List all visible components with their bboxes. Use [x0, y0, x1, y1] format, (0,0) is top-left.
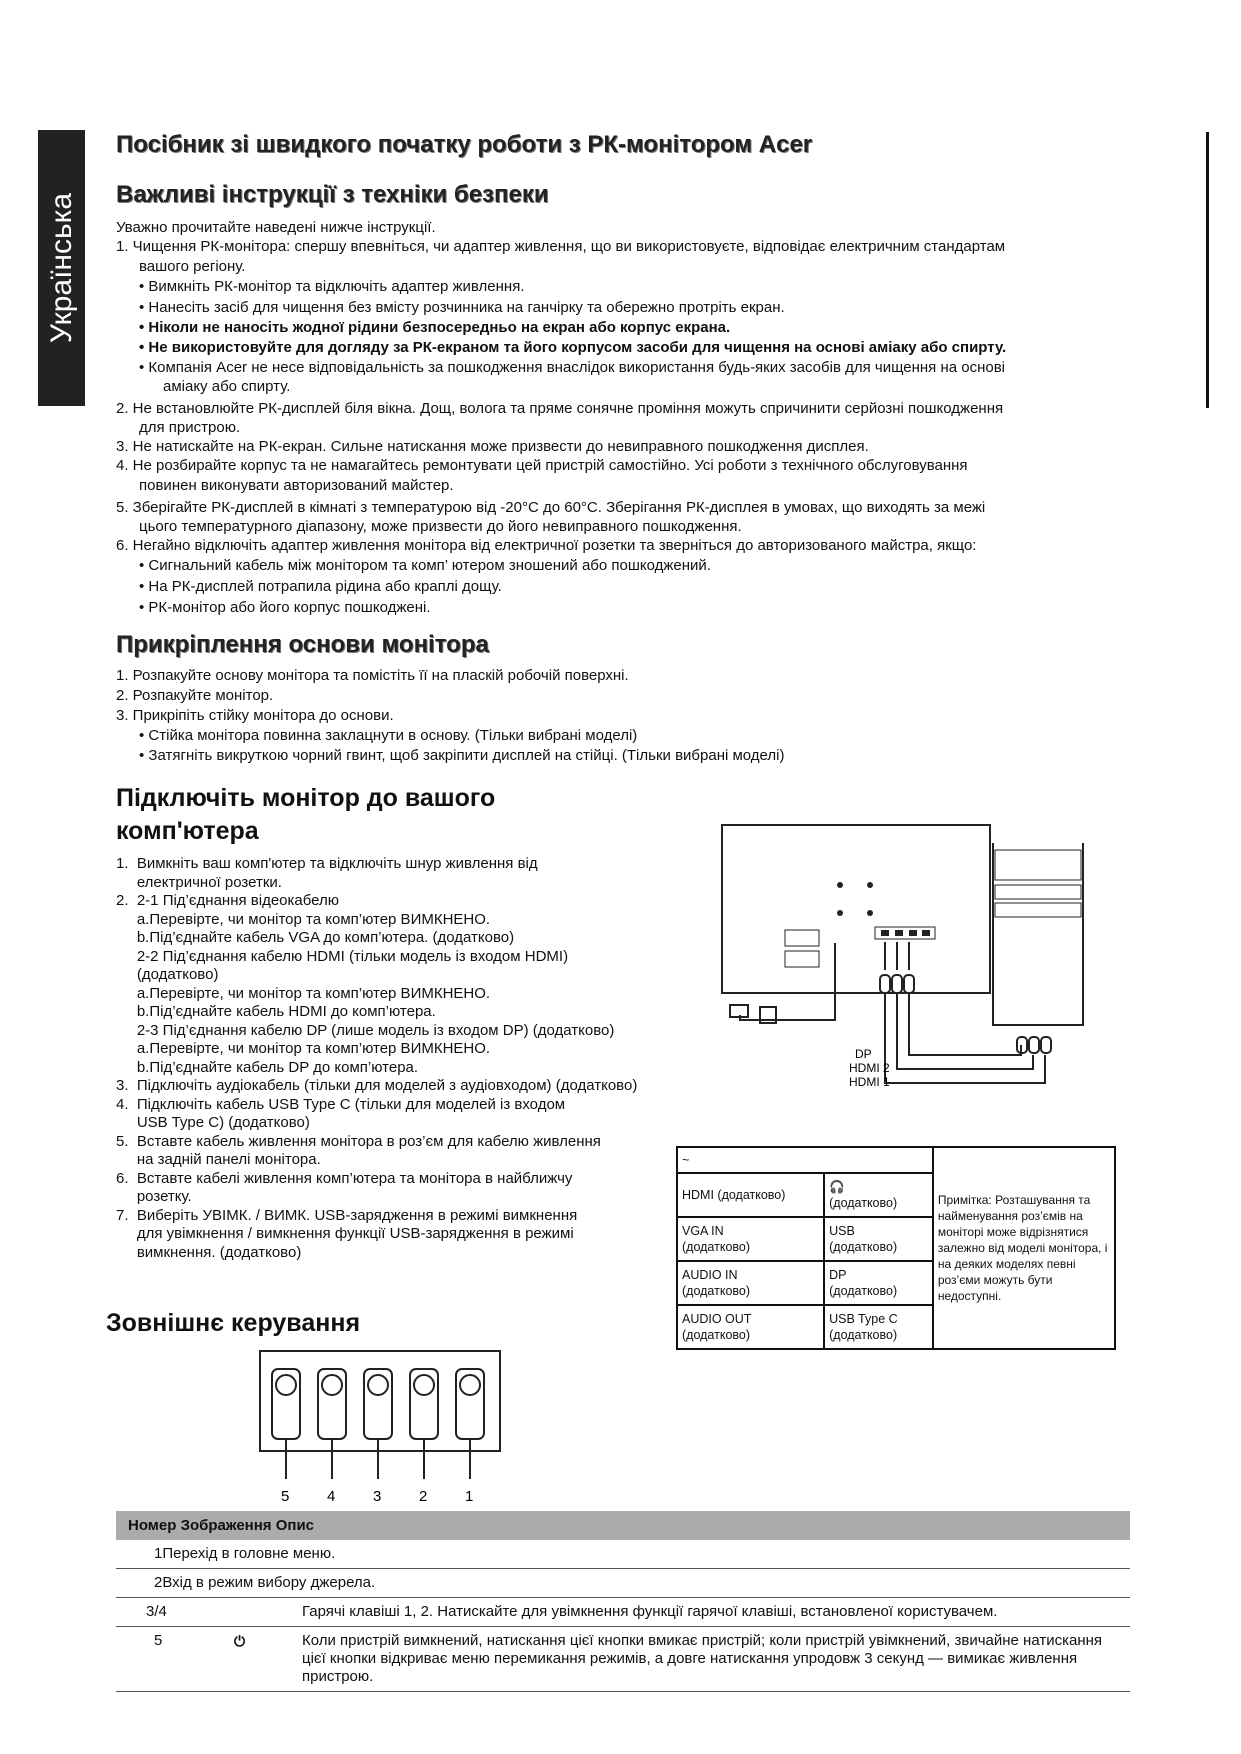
pc-plug [1029, 1037, 1039, 1053]
connect-line: a.Перевірте, чи монітор та комп’ютер ВИМКНЕНО. [116, 984, 491, 1002]
panel-slot [785, 951, 819, 967]
safety-item-2: 2. Не встановлюйте РК-дисплей біля вікна. Дощ, волога та пряме сонячне проміння можуть спричинити серйозні пошкодження [116, 400, 1004, 417]
connect-line: (додатково) [116, 966, 219, 983]
safety-bullet-8: • РК-монітор або його корпус пошкоджені. [139, 599, 431, 616]
safety-bullet-5: • Компанія Acer не несе відповідальність за пошкодження внаслідок використання будь-яких засобів для чищення на основі [139, 359, 1006, 376]
safety-item-5-cont: цього температурного діапазону, може призвести до його невиправного пошкодження. [139, 518, 742, 535]
pc-bay [995, 885, 1081, 899]
vesa-hole [867, 882, 873, 888]
usb-c-cell [824, 1305, 933, 1349]
row-description: Коли пристрій вимкнений, натискання цієї кнопки вмикає пристрій; коли пристрій увімкнений, звичайне натискання цієї кнопки відкриває меню перемикання режимів, а довге натискання упродовж 3 секунд — вимикає живлення пристрою. [298, 1627, 1130, 1692]
base-heading: Прикріплення основи монітора [116, 631, 489, 658]
headphone-label: (додатково) [829, 1196, 898, 1210]
button-number: 2 [419, 1488, 428, 1505]
connect-line: 1. Вимкніть ваш комп'ютер та відключіть шнур живлення від [116, 855, 538, 872]
connect-line: на задній панелі монітора. [116, 1151, 321, 1168]
base-step-2: 2. Розпакуйте монітор. [116, 687, 274, 704]
monitor-back-outline [722, 825, 990, 993]
connect-line: b.Під’єднайте кабель VGA до комп’ютера. (додатково) [116, 929, 515, 946]
power-cable [740, 943, 835, 1020]
vesa-hole [867, 910, 873, 916]
button-number: 3 [373, 1488, 382, 1505]
base-step-3b: • Затягніть викруткою чорний гвинт, щоб закріпити дисплей на стійці. (Тільки вибрані моделі) [139, 747, 785, 764]
plug [880, 975, 890, 993]
row-description: Перехід в головне меню. [162, 1545, 336, 1562]
power-icon: ⏻ [230, 1627, 298, 1692]
vesa-hole [837, 910, 843, 916]
dp-label: DP [829, 1268, 847, 1282]
base-step-3: 3. Прикріпіть стійку монітора до основи. [116, 707, 394, 724]
vga-label: VGA IN [682, 1224, 724, 1238]
safety-bullet-1: • Вимкніть РК-монітор та відключіть адаптер живлення. [139, 278, 525, 295]
base-step-3a: • Стійка монітора повинна заклацнути в основу. (Тільки вибрані моделі) [139, 727, 638, 744]
row-description: Вхід в режим вибору джерела. [162, 1574, 376, 1591]
headphone-cell [824, 1173, 933, 1217]
button-panel-diagram [258, 1349, 510, 1509]
row-number: 5 [116, 1627, 230, 1692]
usb-label: USB [829, 1224, 855, 1238]
port [922, 930, 930, 936]
power-cell: ~ [677, 1147, 933, 1173]
button-3 [364, 1369, 392, 1439]
language-label: Українська [44, 192, 78, 344]
connect-line: 2. 2-1 Під’єднання відеокабелю [116, 892, 340, 909]
connector-table [676, 1146, 1116, 1350]
usb-c-optional: (додатково) [829, 1328, 898, 1342]
usb-cell [824, 1217, 933, 1261]
safety-item-4-cont: повинен виконувати авторизований майстер. [139, 477, 454, 494]
pc-tower [993, 843, 1083, 1025]
label-hdmi1: HDMI 1 [849, 1075, 890, 1089]
connect-line: a.Перевірте, чи монітор та комп’ютер ВИМКНЕНО. [116, 1040, 491, 1057]
usb-optional: (додатково) [829, 1240, 898, 1254]
connect-steps [116, 855, 706, 1262]
safety-intro: Уважно прочитайте наведені нижче інструкції. [116, 219, 436, 236]
button-5 [272, 1369, 300, 1439]
button-1 [456, 1369, 484, 1439]
connector-note: Примітка: Розташування та найменування роз’ємів на моніторі може відрізнятися залежно від моделі монітора, і на деяких моделях певні роз’єми можуть бути недоступні. [933, 1147, 1115, 1349]
pc-bay [995, 903, 1081, 917]
plug [892, 975, 902, 993]
safety-item-1: 1. Чищення РК-монітора: спершу впевніться, чи адаптер живлення, що ви використовуєте, відповідає електричним стандартам [116, 238, 1006, 255]
connect-line: вимкнення. (додатково) [116, 1243, 302, 1261]
language-tab [38, 130, 85, 406]
safety-bullet-3: • Ніколи не наносіть жодної рідини безпосередньо на екран або корпус екрана. [139, 319, 731, 336]
safety-item-5: 5. Зберігайте РК-дисплей в кімнаті з температурою від -20°C до 60°C. Зберігання РК-дисплея в умовах, що виходять за межі [116, 499, 986, 516]
audio-in-cell [677, 1261, 824, 1305]
safety-heading: Важливі інструкції з техніки безпеки [116, 181, 549, 208]
safety-item-3: 3. Не натискайте на РК-екран. Сильне натискання може призвести до невиправного пошкодження дисплея. [116, 438, 869, 455]
dp-cell [824, 1261, 933, 1305]
safety-bullet-7: • На РК-дисплей потрапила рідина або краплі дощу. [139, 578, 502, 595]
button-2 [410, 1369, 438, 1439]
dp-optional: (додатково) [829, 1284, 898, 1298]
button-4 [318, 1369, 346, 1439]
label-dp: DP [855, 1047, 872, 1061]
plug [904, 975, 914, 993]
audio-in-label: AUDIO IN [682, 1268, 738, 1282]
connect-line: електричної розетки. [116, 873, 282, 891]
power-icon [276, 1375, 296, 1395]
panel-outline [260, 1351, 500, 1451]
connect-line: для увімкнення / вимкнення функції USB-зарядження в режимі [116, 1225, 574, 1242]
table-row [116, 1569, 1130, 1598]
connection-diagram [715, 815, 1115, 1115]
row-1 [116, 1540, 1130, 1569]
safety-bullet-5-cont: аміаку або спирту. [163, 378, 291, 395]
port [895, 930, 903, 936]
audio-in-optional: (додатково) [682, 1284, 751, 1298]
base-step-1: 1. Розпакуйте основу монітора та помістіть її на пласкій робочій поверхні. [116, 667, 629, 684]
pc-bay [995, 850, 1081, 880]
connect-line: розетку. [116, 1188, 192, 1205]
connect-line: 7. Виберіть УВІМК. / ВИМК. USB-зарядження в режимі вимкнення [116, 1206, 578, 1224]
pc-plug [1041, 1037, 1051, 1053]
controls-table-header: Номер Зображення Опис [116, 1511, 1130, 1540]
table-row [116, 1627, 1130, 1692]
row-description: Гарячі клавіші 1, 2. Натискайте для увімкнення функції гарячої клавіші, встановленої користувачем. [298, 1598, 1130, 1627]
connect-line: 2-2 Під’єднання кабелю HDMI (тільки модель із входом HDMI) [116, 947, 569, 965]
margin-rule [1206, 132, 1209, 408]
safety-item-2-cont: для пристрою. [139, 419, 241, 436]
button-number: 4 [327, 1488, 336, 1505]
usb-c-label: USB Type C [829, 1312, 898, 1326]
connect-line: 5. Вставте кабель живлення монітора в роз’єм для кабелю живлення [116, 1132, 601, 1150]
connect-line: a.Перевірте, чи монітор та комп’ютер ВИМКНЕНО. [116, 910, 491, 928]
connect-line: b.Під’єднайте кабель DP до комп’ютера. [116, 1058, 419, 1076]
safety-item-4: 4. Не розбирайте корпус та не намагайтесь ремонтувати цей пристрій самостійно. Усі роботи з технічного обслуговування [116, 457, 968, 474]
button-number: 1 [465, 1488, 474, 1505]
connect-line: b.Під’єднайте кабель HDMI до комп’ютера. [116, 1003, 436, 1020]
safety-item-6: 6. Негайно відключіть адаптер живлення монітора від електричної розетки та зверніться до авторизованого майстра, якщо: [116, 537, 977, 554]
connect-line: 3. Підключіть аудіокабель (тільки для моделей з аудіовходом) (додатково) [116, 1077, 638, 1094]
vga-optional: (додатково) [682, 1240, 751, 1254]
headphone-icon: 🎧 [829, 1180, 845, 1194]
cable-route-hdmi2 [897, 993, 1033, 1069]
connect-line: 6. Вставте кабелі живлення комп’ютера та монітора в найближчу [116, 1169, 573, 1187]
table-row [116, 1598, 1130, 1627]
vga-cell [677, 1217, 824, 1261]
connect-heading-1: Підключіть монітор до вашого [116, 784, 496, 812]
label-hdmi2: HDMI 2 [849, 1061, 890, 1075]
audio-out-label: AUDIO OUT [682, 1312, 752, 1326]
connect-heading-2: комп'ютера [116, 817, 259, 845]
row-number: 3/4 [116, 1598, 230, 1627]
row-number: 2 [154, 1574, 163, 1591]
vesa-hole [837, 882, 843, 888]
panel-slot [785, 930, 819, 946]
connect-line: 2-3 Під’єднання кабелю DP (лише модель із входом DP) (додатково) [116, 1021, 615, 1039]
safety-bullet-4: • Не використовуйте для догляду за РК-екраном та його корпусом засоби для чищення на основі аміаку або спирту. [139, 339, 1007, 356]
row-image [230, 1598, 298, 1627]
safety-item-1-cont: вашого регіону. [139, 258, 246, 275]
button-number: 5 [281, 1488, 290, 1505]
connect-line: USB Type C) (додатково) [116, 1114, 310, 1131]
audio-out-optional: (додатково) [682, 1328, 751, 1342]
row-number: 1 [154, 1545, 163, 1562]
hdmi-cell: HDMI (додатково) [677, 1173, 824, 1217]
safety-bullet-2: • Нанесіть засіб для чищення без вмісту розчинника на ганчірку та обережно протріть екран. [139, 299, 785, 316]
row-2 [116, 1569, 1130, 1598]
port [881, 930, 889, 936]
connect-line: 4. Підключіть кабель USB Type C (тільки для моделей із входом [116, 1095, 566, 1113]
safety-bullet-6: • Сигнальний кабель між монітором та комп’ ютером зношений або пошкоджений. [139, 557, 711, 574]
table-row [116, 1540, 1130, 1569]
port [909, 930, 917, 936]
controls-table [116, 1511, 1130, 1692]
audio-out-cell [677, 1305, 824, 1349]
controls-heading: Зовнішнє керування [106, 1309, 361, 1337]
page-title: Посібник зі швидкого початку роботи з РК-монітором Acer [116, 131, 813, 158]
